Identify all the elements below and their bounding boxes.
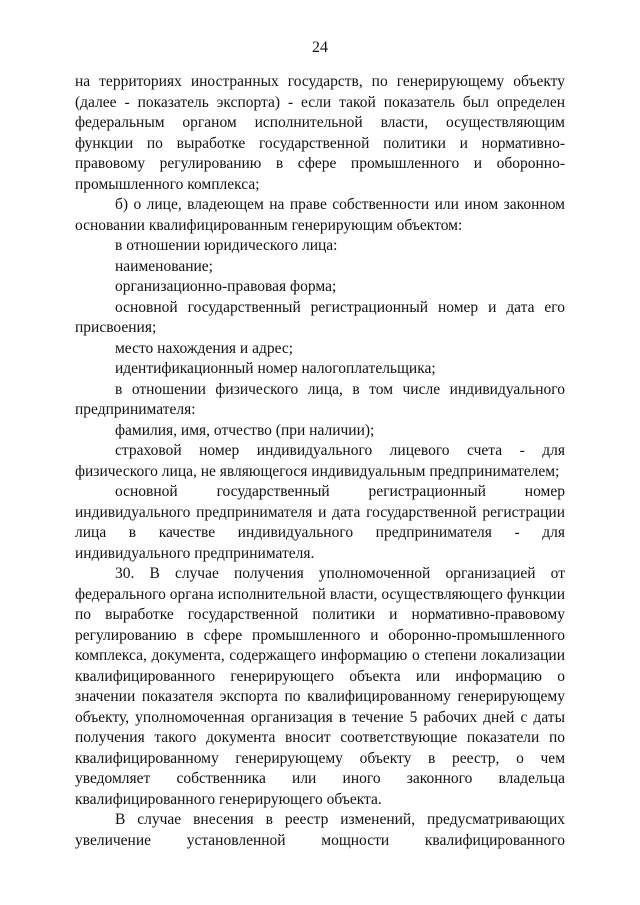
paragraph: В случае внесения в реестр изменений, предусматривающих увеличение установленной мощности квалифицированного bbox=[75, 811, 565, 849]
paragraph: фамилия, имя, отчество (при наличии); bbox=[115, 421, 375, 439]
paragraph: в отношении физического лица, в том числе индивидуального предпринимателя: bbox=[75, 380, 565, 418]
document-body bbox=[75, 72, 565, 851]
paragraph: основной государственный регистрационный номер и дата его присвоения; bbox=[75, 298, 565, 336]
paragraph: 30. В случае получения уполномоченной организацией от федерального органа исполнительной власти, осуществляющего функции по выработке государственной политики и нормативно-правовому регулированию в сфере промышленного и оборонно-промышленного комплекса, документа, содержащего информацию о степени локализации квалифицированного генерирующего объекта или информацию о значении показателя экспорта по квалифицированному генерирующему объекту, уполномоченная организация в течение 5 рабочих дней с даты получения такого документа вносит соответствующие показатели по квалифицированному генерирующему объекту в реестр, о чем уведомляет собственника или иного законного владельца квалифицированного генерирующего объекта. bbox=[75, 565, 565, 808]
page-number: 24 bbox=[312, 39, 328, 56]
paragraph: организационно-правовая форма; bbox=[115, 278, 337, 295]
paragraph: страховой номер индивидуального лицевого счета - для физического лица, не являющегося индивидуальным предпринимателем; bbox=[75, 442, 565, 480]
paragraph: идентификационный номер налогоплательщика; bbox=[115, 360, 436, 377]
paragraph: место нахождения и адрес; bbox=[115, 339, 294, 357]
paragraph: основной государственный регистрационный номер индивидуального предпринимателя и дата государственной регистрации лица в качестве индивидуального предпринимателя - для индивидуального предпринимателя. bbox=[75, 483, 565, 562]
paragraph: наименование; bbox=[115, 257, 213, 275]
paragraph: б) о лице, владеющем на праве собственности или ином законном основании квалифицированным генерирующим объектом: bbox=[75, 196, 565, 234]
paragraph: на территориях иностранных государств, по генерирующему объекту (далее - показатель экспорта) - если такой показатель был определен федеральным органом исполнительной власти, осуществляющим функции по выработке государственной политики и нормативно-правовому регулированию в сфере промышленного и оборонно-промышленного комплекса; bbox=[75, 73, 565, 193]
paragraph: в отношении юридического лица: bbox=[115, 237, 338, 254]
